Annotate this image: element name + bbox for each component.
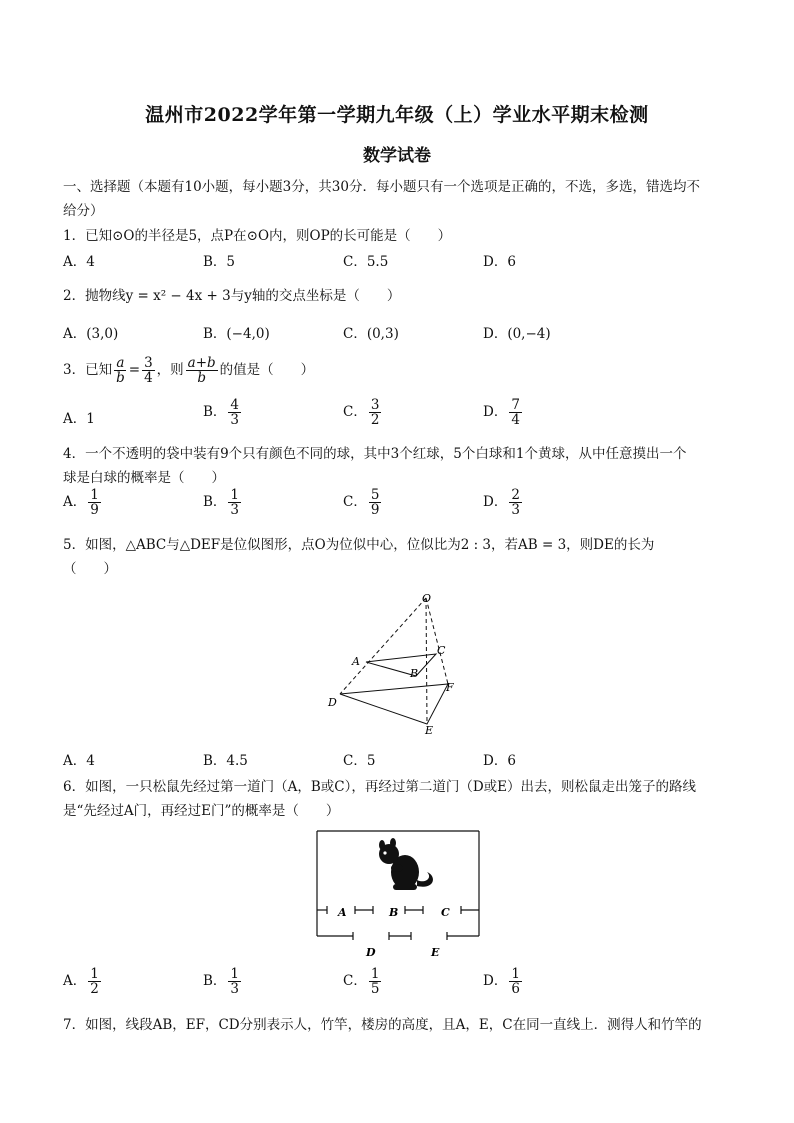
q6-line1: 6．如图，一只松鼠先经过第一道门（A，B或C），再经过第二道门（D或E）出去，则松鼠走出笼子的路线 bbox=[63, 779, 697, 795]
q3-option-b-den: 3 bbox=[230, 412, 240, 429]
q5-line2: （ ） bbox=[63, 561, 117, 577]
q3-fraction-3-over-4 bbox=[142, 356, 155, 385]
q3-option-c-num: 3 bbox=[370, 397, 380, 413]
q6-option-c-den: 5 bbox=[370, 981, 380, 998]
label-d: D bbox=[328, 696, 337, 709]
q4-option-d-den: 3 bbox=[511, 502, 520, 519]
q4-line2: 球是白球的概率是（ ） bbox=[63, 470, 225, 486]
q6-option-b-label: B． bbox=[203, 973, 227, 990]
gate-a-label: A bbox=[338, 906, 347, 919]
q2-option-c: C．(0,3) bbox=[343, 326, 399, 342]
q3-option-c bbox=[343, 398, 383, 427]
section-intro-line1: 一、选择题（本题有10小题，每小题3分，共30分．每小题只有一个选项是正确的，不选，多选，错选均不 bbox=[63, 179, 700, 195]
q3-mid: ，则 bbox=[156, 362, 184, 379]
q6-option-d-den: 6 bbox=[511, 981, 520, 998]
q3-prefix: 3．已知 bbox=[63, 362, 113, 379]
q6-option-a-num: 1 bbox=[90, 966, 99, 982]
q1-option-a: A．4 bbox=[63, 254, 95, 270]
homothety-figure bbox=[320, 586, 480, 736]
q1-stem: 1．已知⊙O的半径是5，点P在⊙O内，则OP的长可能是（ ） bbox=[63, 228, 452, 244]
q4-option-d-num: 2 bbox=[511, 487, 520, 503]
q3-option-c-den: 2 bbox=[370, 412, 380, 429]
q6-option-b-fraction bbox=[228, 967, 241, 996]
gate-d-label: D bbox=[366, 946, 376, 959]
q4-option-a-fraction bbox=[88, 488, 101, 517]
section-intro-line2: 给分） bbox=[63, 203, 104, 219]
q3-f2-den: 4 bbox=[144, 370, 153, 387]
exam-subtitle: 数学试卷 bbox=[363, 146, 431, 166]
q3-option-b-num: 4 bbox=[230, 397, 240, 413]
q6-option-b-den: 3 bbox=[230, 981, 240, 998]
q3-fraction-apb-over-b bbox=[186, 356, 218, 385]
q4-option-b bbox=[203, 488, 243, 517]
q4-option-b-label: B． bbox=[203, 494, 227, 511]
q3-option-d-label: D． bbox=[483, 404, 508, 421]
q3-f3-den: b bbox=[197, 370, 206, 387]
label-e: E bbox=[425, 724, 434, 736]
q4-option-a-label: A． bbox=[63, 494, 87, 511]
ray-o-f bbox=[426, 598, 448, 684]
q4-option-c-label: C． bbox=[343, 494, 367, 511]
q3-stem bbox=[63, 356, 314, 385]
q4-option-b-fraction bbox=[228, 488, 241, 517]
label-b: B bbox=[410, 667, 419, 680]
q4-option-d-fraction bbox=[509, 488, 522, 517]
squirrel-eye bbox=[383, 851, 386, 854]
q6-option-c-num: 1 bbox=[370, 966, 380, 982]
q3-f1-num: a bbox=[116, 355, 125, 371]
q2-option-d: D．(0,−4) bbox=[483, 326, 551, 342]
q3-eq: = bbox=[128, 362, 141, 379]
q4-option-b-num: 1 bbox=[230, 487, 240, 503]
q1-option-c: C．5.5 bbox=[343, 254, 389, 270]
triangle-def bbox=[340, 684, 448, 724]
q6-option-c-fraction bbox=[369, 967, 382, 996]
triangle-abc bbox=[366, 654, 436, 676]
q6-option-d-fraction bbox=[509, 967, 522, 996]
q4-option-a-num: 1 bbox=[90, 487, 99, 503]
q2-option-a: A．(3,0) bbox=[63, 326, 119, 342]
q4-option-d bbox=[483, 488, 524, 517]
q6-option-c-label: C． bbox=[343, 973, 367, 990]
q3-option-d bbox=[483, 398, 524, 427]
squirrel-cage-figure bbox=[313, 828, 483, 964]
q3-option-d-num: 7 bbox=[511, 397, 520, 413]
q6-option-a-fraction bbox=[88, 967, 101, 996]
q4-option-b-den: 3 bbox=[230, 502, 240, 519]
q4-option-c bbox=[343, 488, 383, 517]
q6-option-b-num: 1 bbox=[230, 966, 240, 982]
q5-option-b: B．4.5 bbox=[203, 753, 248, 769]
q4-option-c-num: 5 bbox=[370, 487, 380, 503]
q5-option-a: A．4 bbox=[63, 753, 95, 769]
label-f: F bbox=[446, 681, 454, 694]
q6-option-a-label: A． bbox=[63, 973, 87, 990]
q4-option-c-den: 9 bbox=[370, 502, 380, 519]
squirrel-icon bbox=[379, 838, 433, 890]
q2-stem: 2．抛物线y = x² − 4x + 3与y轴的交点坐标是（ ） bbox=[63, 288, 401, 304]
gate-b-label: B bbox=[389, 906, 399, 919]
exam-title: 温州市2022学年第一学期九年级（上）学业水平期末检测 bbox=[145, 104, 649, 126]
q3-option-a bbox=[63, 407, 95, 427]
q4-option-d-label: D． bbox=[483, 494, 508, 511]
q3-f2-num: 3 bbox=[144, 355, 153, 371]
q6-line2: 是“先经过A门，再经过E门”的概率是（ ） bbox=[63, 803, 340, 819]
q3-f1-den: b bbox=[116, 370, 125, 387]
q3-option-d-den: 4 bbox=[511, 412, 520, 429]
q5-line1: 5．如图，△ABC与△DEF是位似图形，点O为位似中心，位似比为2 : 3，若AB = 3，则DE的长为 bbox=[63, 537, 655, 553]
gate-e-label: E bbox=[431, 946, 440, 959]
label-a: A bbox=[352, 655, 360, 668]
q3-f3-num: a+b bbox=[187, 355, 216, 371]
q4-line1: 4．一个不透明的袋中装有9个只有颜色不同的球，其中3个红球，5个白球和1个黄球，从中任意摸出一个 bbox=[63, 446, 687, 462]
q7-line1: 7．如图，线段AB，EF，CD分别表示人，竹竿，楼房的高度，且A，E，C在同一直线上．测得人和竹竿的 bbox=[63, 1017, 702, 1033]
q3-fraction-a-over-b bbox=[114, 356, 127, 385]
q6-option-d bbox=[483, 967, 524, 996]
label-c: C bbox=[437, 644, 446, 657]
q4-option-c-fraction bbox=[369, 488, 382, 517]
q4-option-a bbox=[63, 488, 103, 517]
label-o: O bbox=[422, 592, 432, 605]
q3-option-c-fraction bbox=[369, 398, 382, 427]
q2-option-b: B．(−4,0) bbox=[203, 326, 270, 342]
q1-option-b: B．5 bbox=[203, 254, 236, 270]
q6-option-a-den: 2 bbox=[90, 981, 99, 998]
q3-option-d-fraction bbox=[509, 398, 522, 427]
q1-option-d: D．6 bbox=[483, 254, 516, 270]
q5-option-d: D．6 bbox=[483, 753, 516, 769]
q6-option-b bbox=[203, 967, 243, 996]
q4-option-a-den: 9 bbox=[90, 502, 99, 519]
q3-option-b-label: B． bbox=[203, 404, 227, 421]
q3-option-c-label: C． bbox=[343, 404, 367, 421]
q6-option-a bbox=[63, 967, 103, 996]
q3-option-b bbox=[203, 398, 243, 427]
gate-c-label: C bbox=[441, 906, 450, 919]
q6-option-d-label: D． bbox=[483, 973, 508, 990]
q3-option-a-value: 1 bbox=[86, 411, 95, 427]
q3-suffix: 的值是（ ） bbox=[219, 362, 315, 379]
q5-option-c: C．5 bbox=[343, 753, 376, 769]
q6-option-d-num: 1 bbox=[511, 966, 520, 982]
q6-option-c bbox=[343, 967, 383, 996]
ray-o-e bbox=[426, 598, 427, 724]
q3-option-a-label: A． bbox=[63, 411, 87, 427]
q3-option-b-fraction bbox=[228, 398, 241, 427]
